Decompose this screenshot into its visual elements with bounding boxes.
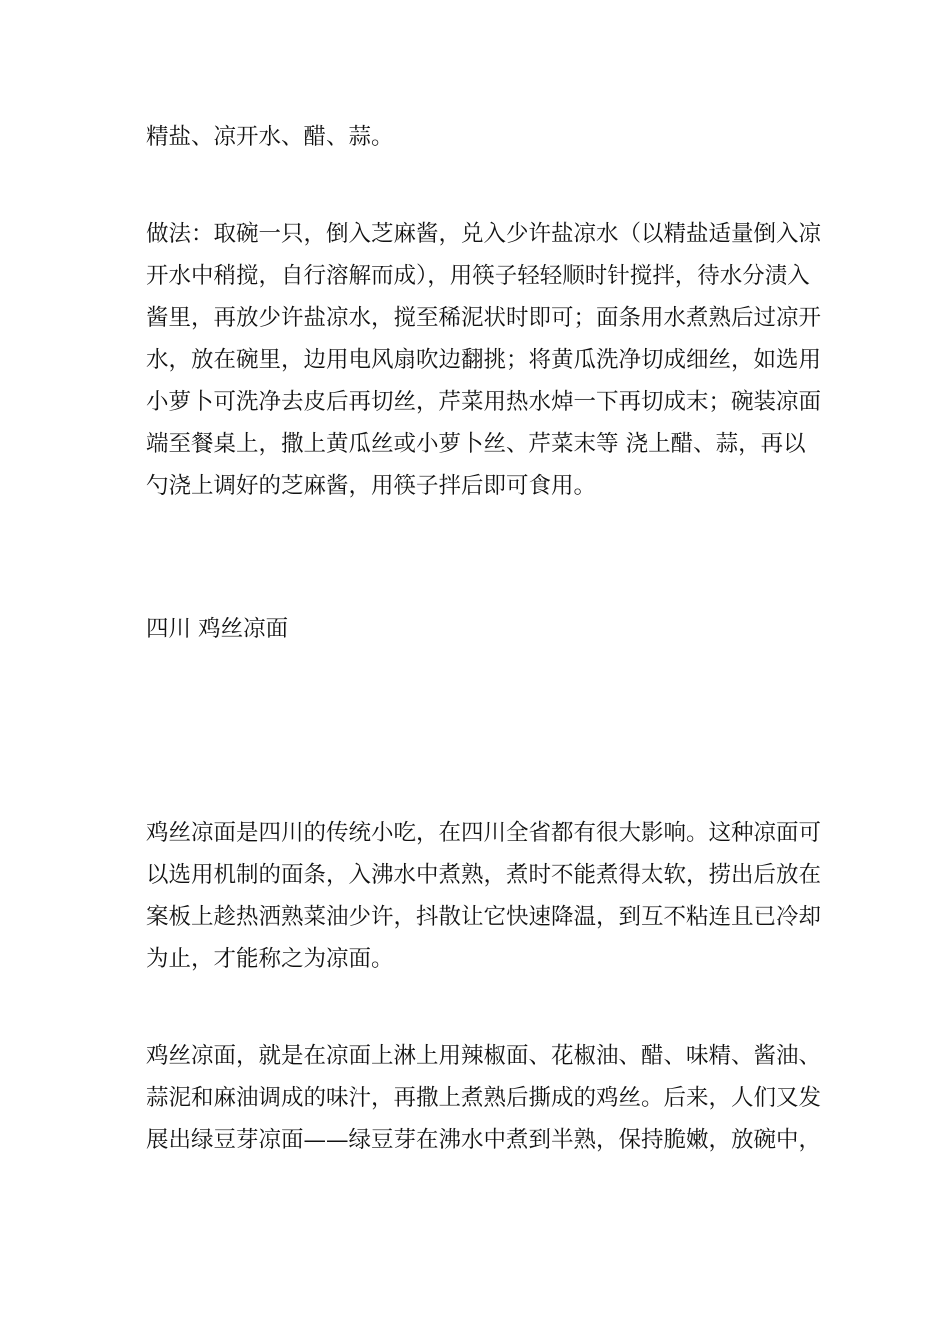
- method-paragraph-line: 开水中稍搅，自行溶解而成），用筷子轻轻顺时针搅拌，待水分渍入: [146, 263, 810, 289]
- intro-paragraph-line: 为止，才能称之为凉面。: [146, 946, 394, 972]
- method-paragraph-line: 酱里，再放少许盐凉水，搅至稀泥状时即可；面条用水煮熟后过凉开: [146, 305, 822, 331]
- method-paragraph-line: 水，放在碗里，边用电风扇吹边翻挑；将黄瓜洗净切成细丝，如选用: [146, 347, 822, 373]
- method-paragraph-line: 端至餐桌上，撒上黄瓜丝或小萝卜丝、芹菜末等 浇上醋、蒜，再以: [146, 431, 806, 457]
- intro-paragraph-line: 以选用机制的面条，入沸水中煮熟，煮时不能煮得太软，捞出后放在: [146, 862, 822, 888]
- ingredients-line: 精盐、凉开水、醋、蒜。: [146, 124, 394, 150]
- intro-paragraph-line: 案板上趁热洒熟菜油少许，抖散让它快速降温，到互不粘连且已冷却: [146, 904, 822, 930]
- intro-paragraph-line: 鸡丝凉面是四川的传统小吃，在四川全省都有很大影响。这种凉面可: [146, 820, 822, 846]
- method-paragraph-line: 做法：取碗一只，倒入芝麻酱，兑入少许盐凉水（以精盐适量倒入凉: [146, 221, 822, 247]
- description-paragraph-line: 蒜泥和麻油调成的味汁，再撒上煮熟后撕成的鸡丝。后来，人们又发: [146, 1085, 822, 1111]
- description-paragraph-line: 鸡丝凉面，就是在凉面上淋上用辣椒面、花椒油、醋、味精、酱油、: [146, 1043, 822, 1069]
- method-paragraph-line: 勺浇上调好的芝麻酱，用筷子拌后即可食用。: [146, 473, 597, 499]
- section-heading: 四川 鸡丝凉面: [146, 616, 289, 642]
- method-paragraph-line: 小萝卜可洗净去皮后再切丝，芹菜用热水焯一下再切成末；碗装凉面: [146, 389, 822, 415]
- description-paragraph-line: 展出绿豆芽凉面——绿豆芽在沸水中煮到半熟，保持脆嫩，放碗中，: [146, 1127, 822, 1153]
